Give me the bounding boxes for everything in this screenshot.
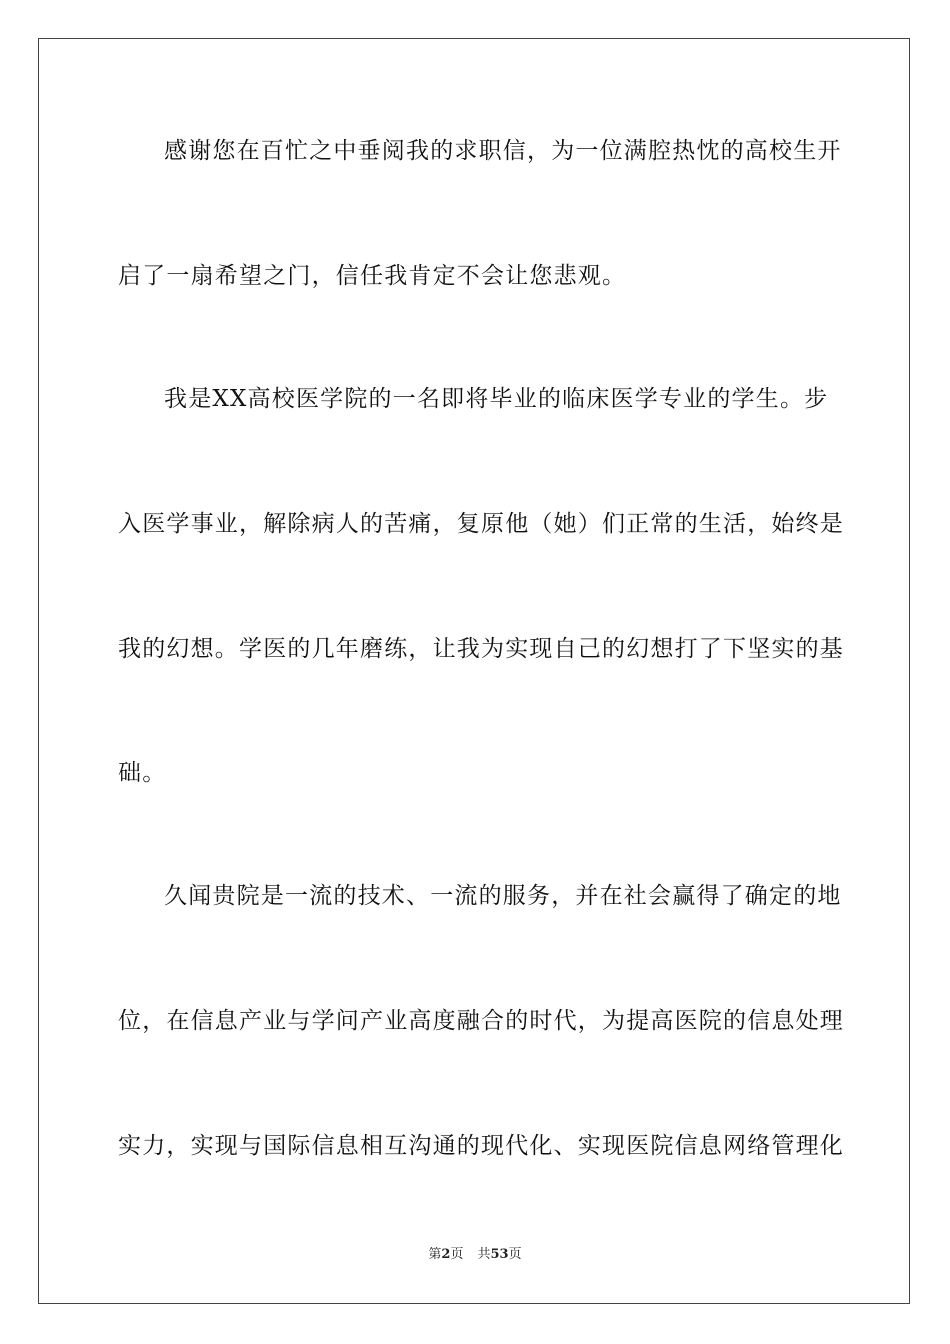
footer-total-suffix: 页 [508, 1247, 522, 1262]
paragraph-1-line-1: 感谢您在百忙之中垂阅我的求职信，为一位满腔热忱的高校生开 [164, 138, 842, 164]
paragraph-3-line-2: 位，在信息产业与学问产业高度融合的时代，为提高医院的信息处理 [118, 1008, 844, 1034]
paragraph-2-line-2: 入医学事业，解除病人的苦痛，复原他（她）们正常的生活，始终是 [118, 511, 844, 537]
footer-page-number: 2 [441, 1247, 451, 1262]
footer-total-prefix: 共 [477, 1247, 491, 1262]
paragraph-1-line-2: 启了一扇希望之门，信任我肯定不会让您悲观。 [118, 263, 627, 289]
footer-page-suffix: 页 [450, 1247, 464, 1262]
page-border [38, 38, 910, 1304]
paragraph-2-line-3: 我的幻想。学医的几年磨练，让我为实现自己的幻想打了下坚实的基 [118, 636, 844, 662]
paragraph-2-line-4: 础。 [118, 760, 167, 786]
paragraph-3-line-1: 久闻贵院是一流的技术、一流的服务，并在社会赢得了确定的地 [164, 883, 842, 909]
page-footer [0, 1247, 950, 1263]
paragraph-3-line-3: 实力，实现与国际信息相互沟通的现代化、实现医院信息网络管理化 [118, 1133, 844, 1159]
footer-total-pages: 53 [490, 1247, 509, 1262]
footer-page-prefix: 第 [428, 1247, 442, 1262]
paragraph-2-line-1: 我是XX高校医学院的一名即将毕业的临床医学专业的学生。步 [164, 386, 829, 412]
